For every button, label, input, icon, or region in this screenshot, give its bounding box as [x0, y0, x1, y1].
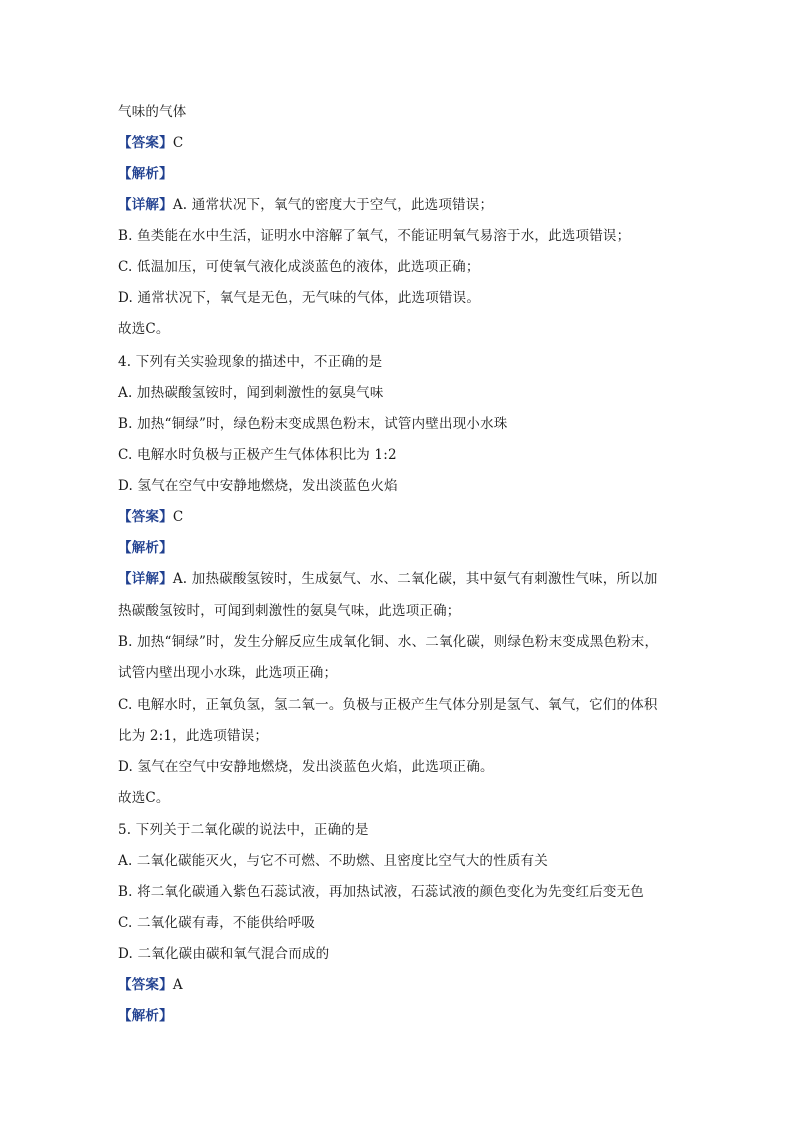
- text-line: 故选C。: [118, 790, 170, 806]
- analysis-tag: 【解析】: [118, 166, 173, 182]
- answer-tag: 【答案】: [118, 135, 173, 151]
- text-line: B. 加热“铜绿”时，发生分解反应生成氧化铜、水、二氧化碳，则绿色粉末变成黑色粉末，: [118, 634, 659, 650]
- answer-value: A: [172, 977, 183, 993]
- option-line: C. 二氧化碳有毒，不能供给呼吸: [118, 915, 316, 931]
- option-line: A. 二氧化碳能灭火，与它不可燃、不助燃、且密度比空气大的性质有关: [118, 853, 548, 869]
- text-line: 试管内壁出现小水珠，此选项正确；: [118, 665, 338, 681]
- detail-text: A. 通常状况下，氧气的密度大于空气，此选项错误；: [172, 197, 494, 213]
- detail-tag: 【详解】: [118, 197, 173, 213]
- option-line: B. 将二氧化碳通入紫色石蕊试液，再加热试液，石蕊试液的颜色变化为先变红后变无色: [118, 884, 645, 900]
- answer-value: C: [172, 135, 184, 151]
- detail-line: [118, 195, 493, 215]
- option-line: B. 加热“铜绿”时，绿色粉末变成黑色粉末，试管内壁出现小水珠: [118, 416, 508, 432]
- answer-line: [118, 507, 183, 527]
- detail-line: [118, 569, 658, 589]
- analysis-tag: 【解析】: [118, 1008, 173, 1024]
- text-line: D. 氢气在空气中安静地燃烧，发出淡蓝色火焰，此选项正确。: [118, 759, 494, 775]
- option-line: C. 电解水时负极与正极产生气体体积比为 1:2: [118, 447, 397, 463]
- answer-line: [118, 975, 183, 995]
- question-stem: 5. 下列关于二氧化碳的说法中，正确的是: [118, 822, 369, 838]
- analysis-tag: 【解析】: [118, 540, 173, 556]
- text-line: D. 通常状况下，氧气是无色，无气味的气体，此选项错误。: [118, 290, 481, 306]
- text-line: 气味的气体: [118, 104, 187, 120]
- detail-tag: 【详解】: [118, 571, 173, 587]
- text-line: 热碳酸氢铵时，可闻到刺激性的氨臭气味，此选项正确；: [118, 603, 461, 619]
- answer-tag: 【答案】: [118, 509, 173, 525]
- answer-line: [118, 133, 183, 153]
- question-stem: 4. 下列有关实验现象的描述中，不正确的是: [118, 354, 383, 370]
- text-line: 故选C。: [118, 321, 170, 337]
- option-line: A. 加热碳酸氢铵时，闻到刺激性的氨臭气味: [118, 385, 384, 401]
- option-line: D. 二氧化碳由碳和氧气混合而成的: [118, 946, 330, 962]
- text-line: C. 电解水时，正氧负氢，氢二氧一。负极与正极产生气体分别是氢气、氧气，它们的体积: [118, 697, 658, 713]
- text-line: C. 低温加压，可使氧气液化成淡蓝色的液体，此选项正确；: [118, 259, 480, 275]
- text-line: 比为 2:1，此选项错误；: [118, 728, 269, 744]
- detail-text: A. 加热碳酸氢铵时，生成氨气、水、二氧化碳，其中氨气有刺激性气味，所以加: [172, 571, 658, 587]
- text-line: B. 鱼类能在水中生活，证明水中溶解了氧气，不能证明氧气易溶于水，此选项错误；: [118, 228, 631, 244]
- option-line: D. 氢气在空气中安静地燃烧，发出淡蓝色火焰: [118, 478, 398, 494]
- answer-value: C: [172, 509, 184, 525]
- answer-tag: 【答案】: [118, 977, 173, 993]
